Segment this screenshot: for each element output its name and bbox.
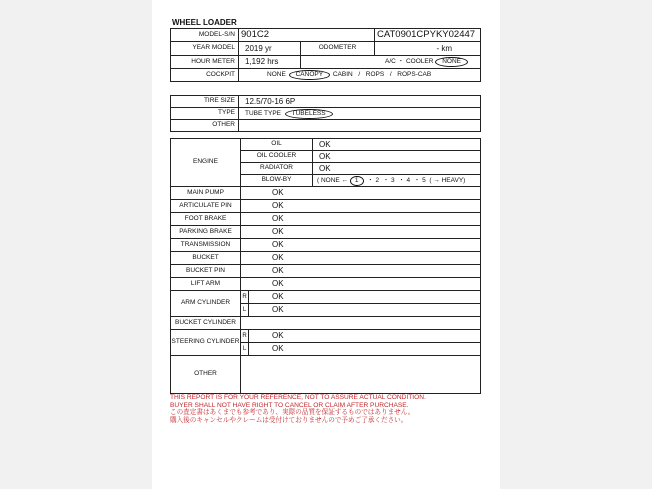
tire-size-value: 12.5/70-16 6P [239, 96, 481, 108]
year-label: YEAR MODEL [171, 42, 239, 56]
info-table [170, 28, 481, 82]
cockpit-separator: / [358, 71, 361, 78]
ac-cooler-cell [301, 56, 481, 69]
item-value-lift-arm: OK [241, 278, 481, 291]
disclaimer-line-1: THIS REPORT IS FOR YOUR REFERENCE, NOT TO ASSURE ACTUAL CONDITION. [170, 394, 426, 401]
hour-meter-label: HOUR METER [171, 56, 239, 69]
cockpit-option-none: NONE [267, 71, 286, 78]
blowby-level-1: 1 [350, 176, 364, 186]
disclaimer-line-4: 購入後のキャンセルやクレームは受付けておりませんので予めご了承ください。 [170, 416, 408, 424]
disclaimer-line-2: BUYER SHALL NOT HAVE RIGHT TO CANCEL OR CLAIM AFTER PURCHASE. [170, 401, 409, 409]
arm-cylinder-l-label: L [241, 304, 249, 317]
tire-type-label: TYPE [171, 108, 239, 120]
item-label-transmission: TRANSMISSION [171, 239, 241, 252]
tire-table [170, 95, 481, 132]
inspection-table [170, 138, 481, 394]
hour-meter-value: 1,192 hrs [239, 56, 301, 69]
arm-cylinder-r-value: OK [249, 291, 481, 304]
cockpit-option-rops: ROPS [365, 71, 385, 78]
disclaimer [170, 394, 426, 424]
item-value-transmission: OK [241, 239, 481, 252]
bucket-cylinder-label: BUCKET CYLINDER [171, 317, 241, 330]
blowby-level-4: ・ 4 [398, 176, 411, 184]
blowby-none: ( NONE ← [317, 176, 349, 184]
oil-cooler-value: OK [313, 151, 481, 163]
item-label-parking-brake: PARKING BRAKE [171, 226, 241, 239]
engine-oil-label: OIL [241, 139, 313, 151]
blowby-level-5: ・ 5 [413, 176, 426, 184]
odometer-label: ODOMETER [301, 42, 375, 56]
steering-cylinder-l-label: L [241, 343, 249, 356]
radiator-value: OK [313, 163, 481, 175]
cockpit-option-canopy: CANOPY [289, 70, 330, 80]
tire-type-tubeless: TUBELESS [285, 109, 333, 119]
blowby-heavy: ( → HEAVY) [429, 176, 466, 184]
ac-cooler-label: A/C ・ COOLER [385, 58, 434, 65]
bucket-cylinder-value [241, 317, 481, 330]
engine-oil-value: OK [313, 139, 481, 151]
model-sn-label: MODEL-S/N [171, 29, 239, 42]
item-label-main-pump: MAIN PUMP [171, 187, 241, 200]
arm-cylinder-l-value: OK [249, 304, 481, 317]
arm-cylinder-r-label: R [241, 291, 249, 304]
radiator-label: RADIATOR [241, 163, 313, 175]
arm-cylinder-label: ARM CYLINDER [171, 291, 241, 317]
cockpit-separator: / [389, 71, 392, 78]
tire-other-value [239, 120, 481, 132]
other-value [241, 356, 481, 394]
inspection-sheet [152, 0, 500, 489]
ac-cooler-value: NONE [435, 57, 468, 67]
steering-cylinder-r-label: R [241, 330, 249, 343]
model-value: 901C2 [239, 29, 375, 42]
serial-value: CAT0901CPYKY02447 [375, 29, 481, 42]
cockpit-options [239, 69, 481, 82]
item-value-articulate-pin: OK [241, 200, 481, 213]
tire-type-options [239, 108, 481, 120]
year-value: 2019 yr [239, 42, 301, 56]
tire-other-label: OTHER [171, 120, 239, 132]
item-label-foot-brake: FOOT BRAKE [171, 213, 241, 226]
item-label-bucket-pin: BUCKET PIN [171, 265, 241, 278]
sheet-title: WHEEL LOADER [172, 18, 237, 27]
steering-cylinder-label: STEERING CYLINDER [171, 330, 241, 356]
item-label-articulate-pin: ARTICULATE PIN [171, 200, 241, 213]
tire-type-tube: TUBE TYPE [245, 109, 282, 117]
blowby-level-2: ・ 2 [367, 176, 380, 184]
item-value-bucket: OK [241, 252, 481, 265]
item-label-bucket: BUCKET [171, 252, 241, 265]
steering-cylinder-l-value: OK [249, 343, 481, 356]
oil-cooler-label: OIL COOLER [241, 151, 313, 163]
cockpit-option-cabin: CABIN [332, 71, 353, 78]
steering-cylinder-r-value: OK [249, 330, 481, 343]
item-value-parking-brake: OK [241, 226, 481, 239]
engine-label: ENGINE [171, 139, 241, 187]
cockpit-label: COCKPIT [171, 69, 239, 82]
disclaimer-line-3: この査定書はあくまでも参考であり、実際の品質を保証するものではありません。 [170, 409, 415, 417]
cockpit-option-rops-cab: ROPS-CAB [397, 71, 432, 78]
item-label-lift-arm: LIFT ARM [171, 278, 241, 291]
other-label: OTHER [171, 356, 241, 394]
blowby-scale [313, 175, 481, 187]
blowby-label: BLOW-BY [241, 175, 313, 187]
blowby-level-3: ・ 3 [382, 176, 395, 184]
tire-size-label: TIRE SIZE [171, 96, 239, 108]
item-value-main-pump: OK [241, 187, 481, 200]
odometer-value: - km [375, 42, 481, 56]
item-value-bucket-pin: OK [241, 265, 481, 278]
item-value-foot-brake: OK [241, 213, 481, 226]
